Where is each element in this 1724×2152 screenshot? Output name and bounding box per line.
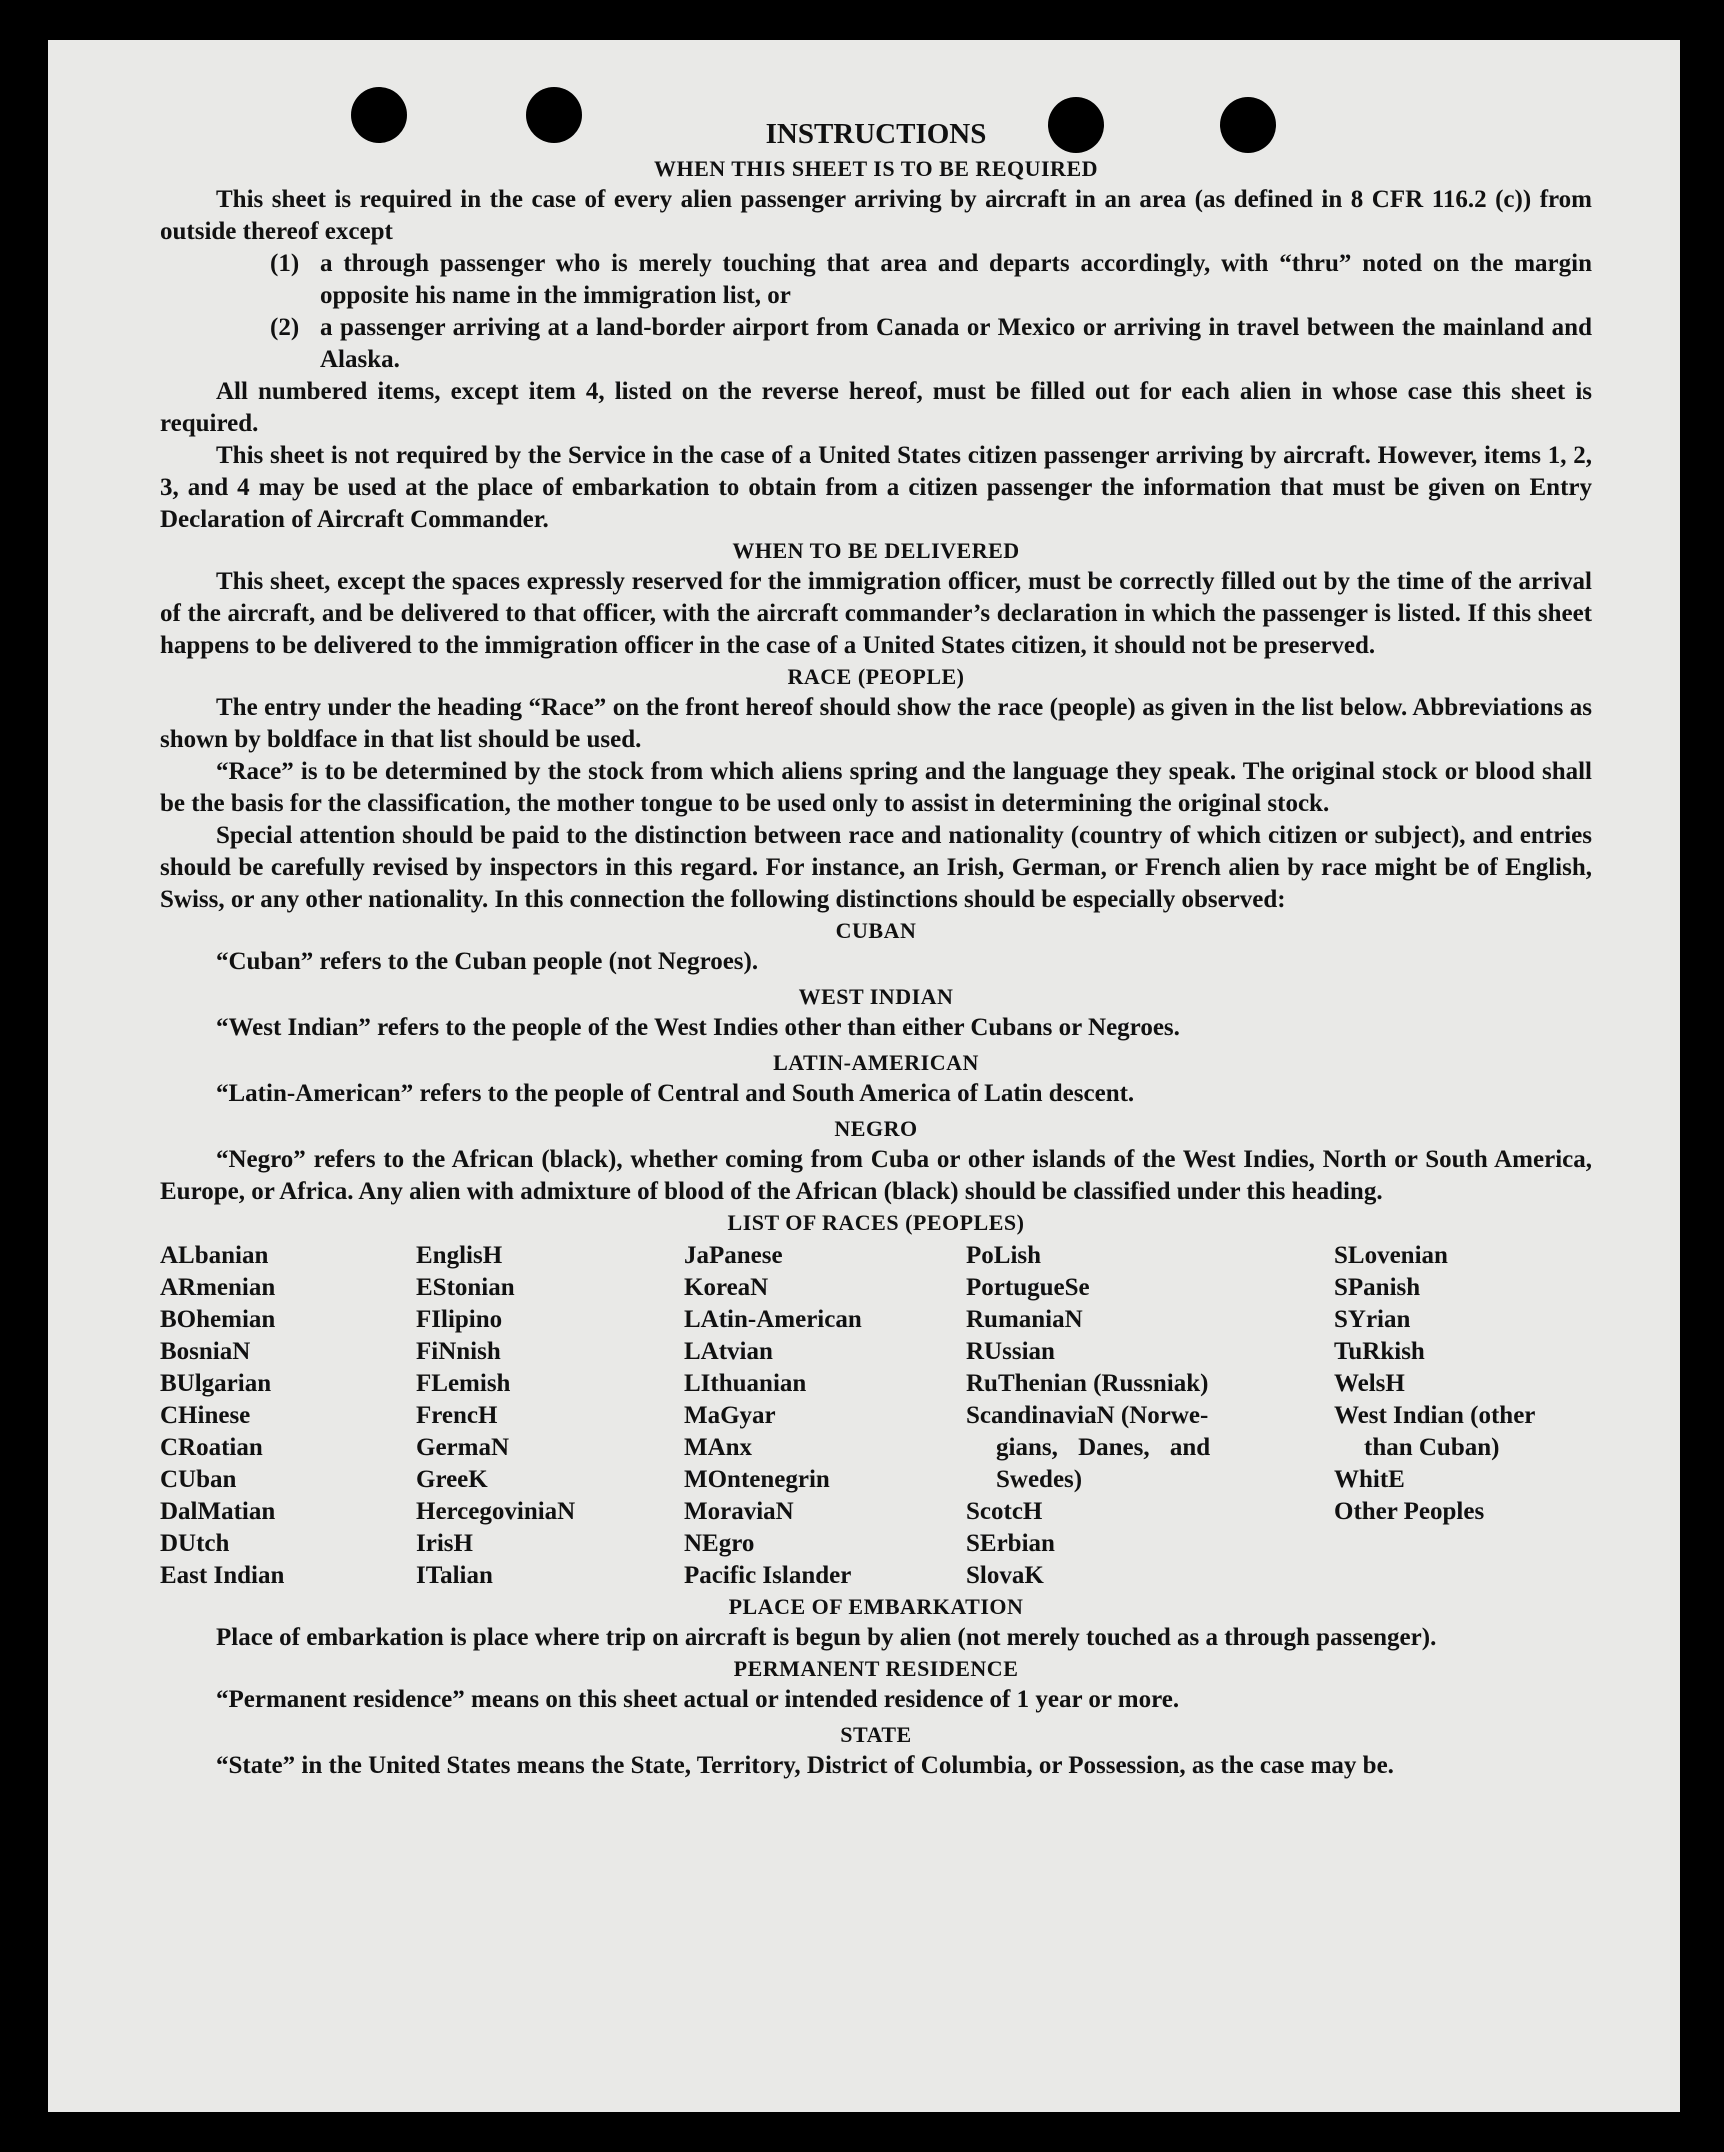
race-entry: FrencH: [416, 1402, 498, 1429]
item-number: (2): [270, 314, 300, 341]
races-column: [1334, 1240, 1592, 1592]
document-sheet: [48, 40, 1680, 2112]
race-entry: SErbian: [966, 1530, 1055, 1557]
race-entry: FiNnish: [416, 1338, 501, 1365]
race-entry: ALbanian: [160, 1242, 269, 1269]
item-text: a passenger arriving at a land-border airport from Canada or Mexico or arriving in travel between the mainland and Alaska.: [320, 314, 1592, 373]
race-entry: TuRkish: [1334, 1338, 1425, 1365]
race-entry: SPanish: [1334, 1274, 1421, 1301]
list-item: [160, 312, 1592, 376]
instructions-content: [160, 114, 1592, 1782]
race-entry: KoreaN: [684, 1274, 769, 1301]
race-entry: WelsH: [1334, 1370, 1405, 1397]
paragraph: This sheet is not required by the Service in the case of a United States citizen passenger arriving by aircraft. However, items 1, 2, 3, and 4 may be used at the place of embarkation to obtain from a citizen passenger the information that must be given on Entry Declaration of Aircraft Commander.: [160, 442, 1592, 533]
race-entry: BOhemian: [160, 1306, 276, 1333]
paragraph: “West Indian” refers to the people of the West Indies other than either Cubans or Negroes.: [216, 1014, 1180, 1041]
races-column: [966, 1240, 1334, 1592]
paragraph: Special attention should be paid to the distinction between race and nationality (country of which citizen or subject), and entries should be carefully revised by inspectors in this regard. For instance, an Irish, German, or French alien by race might be of English, Swiss, or any other nationality. In this connection the following distinctions should be especially observed:: [160, 822, 1592, 913]
race-entry: EnglisH: [416, 1242, 503, 1269]
section-heading-races-list: LIST OF RACES (PEOPLES): [727, 1210, 1025, 1235]
race-entry: MaGyar: [684, 1402, 776, 1429]
race-entry: LIthuanian: [684, 1370, 807, 1397]
section-heading-cuban: CUBAN: [835, 918, 917, 943]
section-heading-required: WHEN THIS SHEET IS TO BE REQUIRED: [653, 156, 1099, 181]
race-entry: Swedes): [996, 1466, 1083, 1493]
section-heading-west-indian: WEST INDIAN: [798, 984, 954, 1009]
races-column: [416, 1240, 684, 1592]
race-entry: East Indian: [160, 1562, 285, 1589]
section-heading-embarkation: PLACE OF EMBARKATION: [728, 1594, 1024, 1619]
race-entry: GermaN: [416, 1434, 510, 1461]
paragraph: The entry under the heading “Race” on the front hereof should show the race (people) as given in the list below. Abbreviations as shown by boldface in that list should be used.: [160, 694, 1592, 753]
race-entry: RuThenian (Russniak): [966, 1370, 1209, 1397]
race-entry: WhitE: [1334, 1466, 1405, 1493]
race-entry: MOntenegrin: [684, 1466, 830, 1493]
race-entry: DUtch: [160, 1530, 230, 1557]
paragraph: This sheet is required in the case of every alien passenger arriving by aircraft in an area (as defined in 8 CFR 116.2 (c)) from outside thereof except: [160, 186, 1592, 245]
section-heading-residence: PERMANENT RESIDENCE: [733, 1656, 1019, 1681]
race-entry: West Indian (other: [1334, 1402, 1536, 1429]
race-entry: LAtin-American: [684, 1306, 862, 1333]
paragraph: “Cuban” refers to the Cuban people (not Negroes).: [216, 948, 759, 975]
race-entry: BosniaN: [160, 1338, 251, 1365]
paragraph: “Race” is to be determined by the stock from which aliens spring and the language they speak. The original stock or blood shall be the basis for the classification, the mother tongue to be used only to assist in determining the original stock.: [160, 758, 1592, 817]
section-heading-negro: NEGRO: [834, 1116, 918, 1141]
race-entry: DalMatian: [160, 1498, 276, 1525]
race-entry: FLemish: [416, 1370, 511, 1397]
race-entry: EStonian: [416, 1274, 515, 1301]
race-entry: MoraviaN: [684, 1498, 794, 1525]
race-entry: CHinese: [160, 1402, 251, 1429]
race-entry: SLovenian: [1334, 1242, 1448, 1269]
race-entry: ITalian: [416, 1562, 493, 1589]
race-entry: HercegoviniaN: [416, 1498, 576, 1525]
race-entry: BUlgarian: [160, 1370, 272, 1397]
race-entry: RUssian: [966, 1338, 1055, 1365]
page-title: INSTRUCTIONS: [765, 118, 987, 150]
race-entry: than Cuban): [1364, 1434, 1500, 1461]
paragraph: “State” in the United States means the State, Territory, District of Columbia, or Possession, as the case may be.: [216, 1752, 1394, 1779]
race-entry: MAnx: [684, 1434, 753, 1461]
paragraph: This sheet, except the spaces expressly reserved for the immigration officer, must be correctly filled out by the time of the arrival of the aircraft, and be delivered to that officer, with the aircraft commander’s declaration in which the passenger is listed. If this sheet happens to be delivered to the immigration officer in the case of a United States citizen, it should not be preserved.: [160, 568, 1592, 659]
list-item: [160, 248, 1592, 312]
paragraph: “Latin-American” refers to the people of Central and South America of Latin descent.: [216, 1080, 1135, 1107]
paragraph: Place of embarkation is place where trip on aircraft is begun by alien (not merely touched as a through passenger).: [216, 1624, 1437, 1651]
race-entry: SlovaK: [966, 1562, 1044, 1589]
section-heading-latin-american: LATIN-AMERICAN: [773, 1050, 979, 1075]
race-entry: IrisH: [416, 1530, 473, 1557]
races-column: [684, 1240, 966, 1592]
race-entry: PoLish: [966, 1242, 1042, 1269]
item-number: (1): [270, 250, 300, 277]
section-heading-state: STATE: [840, 1722, 912, 1747]
race-entry: JaPanese: [684, 1242, 783, 1269]
race-entry: ScotcH: [966, 1498, 1043, 1525]
race-entry: RumaniaN: [966, 1306, 1083, 1333]
paragraph: “Negro” refers to the African (black), whether coming from Cuba or other islands of the West Indies, North or South America, Europe, or Africa. Any alien with admixture of blood of the African (black) should be classified under this heading.: [160, 1146, 1592, 1205]
race-entry: CUban: [160, 1466, 237, 1493]
race-entry: Other Peoples: [1334, 1498, 1485, 1525]
race-entry: ScandinaviaN (Norwe-: [966, 1402, 1209, 1429]
item-text: a through passenger who is merely touching that area and departs accordingly, with “thru” noted on the margin opposite his name in the immigration list, or: [320, 250, 1592, 309]
races-list: [160, 1240, 1592, 1592]
race-entry: gians, Danes, and: [996, 1434, 1211, 1461]
paragraph: All numbered items, except item 4, listed on the reverse hereof, must be filled out for each alien in whose case this sheet is required.: [160, 378, 1592, 437]
race-entry: Pacific Islander: [684, 1562, 852, 1589]
races-column: [160, 1240, 416, 1592]
paragraph: “Permanent residence” means on this sheet actual or intended residence of 1 year or more.: [216, 1686, 1180, 1713]
race-entry: LAtvian: [684, 1338, 773, 1365]
race-entry: NEgro: [684, 1530, 755, 1557]
section-heading-race: RACE (PEOPLE): [787, 664, 965, 689]
race-entry: CRoatian: [160, 1434, 263, 1461]
race-entry: FIlipino: [416, 1306, 503, 1333]
race-entry: SYrian: [1334, 1306, 1411, 1333]
section-heading-delivered: WHEN TO BE DELIVERED: [732, 538, 1020, 563]
race-entry: PortugueSe: [966, 1274, 1090, 1301]
race-entry: GreeK: [416, 1466, 488, 1493]
race-entry: ARmenian: [160, 1274, 276, 1301]
